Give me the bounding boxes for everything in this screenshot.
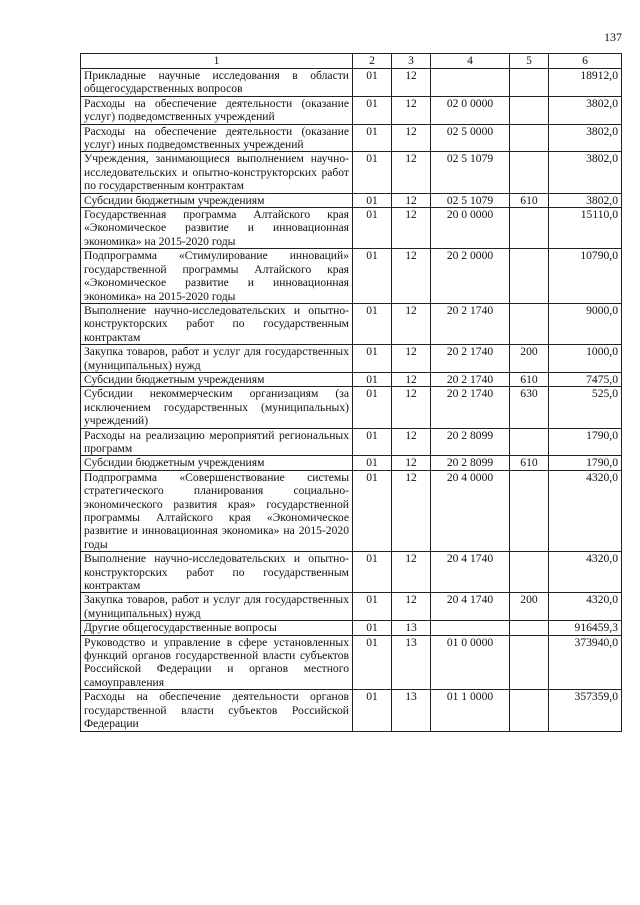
row-section-cell: 01 (353, 69, 392, 97)
row-section-cell: 01 (353, 96, 392, 124)
row-amount-cell: 1790,0 (549, 428, 622, 456)
page-number: 137 (604, 30, 622, 44)
row-expense-type-cell: 610 (510, 372, 549, 386)
table-row (81, 635, 622, 690)
row-amount-cell: 9000,0 (549, 303, 622, 344)
row-section-cell: 01 (353, 193, 392, 207)
column-header: 4 (431, 54, 510, 69)
row-amount-cell: 3802,0 (549, 193, 622, 207)
row-target-article-cell: 20 2 0000 (431, 249, 510, 304)
row-name-cell: Субсидии бюджетным учреждениям (81, 372, 353, 386)
table-row (81, 428, 622, 456)
row-expense-type-cell (510, 96, 549, 124)
row-section-cell: 01 (353, 593, 392, 621)
row-subsection-cell: 12 (392, 152, 431, 193)
row-subsection-cell: 12 (392, 470, 431, 551)
row-name-cell: Субсидии бюджетным учреждениям (81, 456, 353, 470)
row-section-cell: 01 (353, 621, 392, 635)
row-amount-cell: 916459,3 (549, 621, 622, 635)
row-target-article-cell: 20 4 0000 (431, 470, 510, 551)
row-subsection-cell: 12 (392, 249, 431, 304)
row-expense-type-cell (510, 152, 549, 193)
row-expense-type-cell (510, 621, 549, 635)
row-target-article-cell: 20 4 1740 (431, 593, 510, 621)
row-amount-cell: 3802,0 (549, 124, 622, 152)
row-target-article-cell: 20 0 0000 (431, 208, 510, 249)
row-name-cell: Руководство и управление в сфере установленных функций органов государственной власти субъектов Российской Федерации и органов местного самоуправления (81, 635, 353, 690)
table-row (81, 303, 622, 344)
row-section-cell: 01 (353, 635, 392, 690)
row-name-cell: Учреждения, занимающиеся выполнением научно-исследовательских и опытно-конструкторских работ по государственным контрактам (81, 152, 353, 193)
row-subsection-cell: 13 (392, 635, 431, 690)
row-amount-cell: 7475,0 (549, 372, 622, 386)
row-section-cell: 01 (353, 456, 392, 470)
row-section-cell: 01 (353, 208, 392, 249)
row-target-article-cell: 20 4 1740 (431, 552, 510, 593)
table-row (81, 372, 622, 386)
row-expense-type-cell: 630 (510, 387, 549, 428)
table-row (81, 387, 622, 428)
row-section-cell: 01 (353, 387, 392, 428)
row-section-cell: 01 (353, 428, 392, 456)
row-amount-cell: 525,0 (549, 387, 622, 428)
row-name-cell: Государственная программа Алтайского края «Экономическое развитие и инновационная экономика» на 2015-2020 годы (81, 208, 353, 249)
row-expense-type-cell (510, 470, 549, 551)
row-section-cell: 01 (353, 249, 392, 304)
row-subsection-cell: 12 (392, 193, 431, 207)
row-amount-cell: 4320,0 (549, 552, 622, 593)
row-name-cell: Выполнение научно-исследовательских и опытно-конструкторских работ по государственным контрактам (81, 552, 353, 593)
column-header: 6 (549, 54, 622, 69)
row-amount-cell: 15110,0 (549, 208, 622, 249)
table-row (81, 152, 622, 193)
row-section-cell: 01 (353, 372, 392, 386)
row-subsection-cell: 12 (392, 372, 431, 386)
row-name-cell: Расходы на обеспечение деятельности органов государственной власти субъектов Российской Федерации (81, 690, 353, 731)
table-row (81, 470, 622, 551)
row-subsection-cell: 12 (392, 552, 431, 593)
row-name-cell: Субсидии некоммерческим организациям (за исключением государственных (муниципальных) учреждений) (81, 387, 353, 428)
row-name-cell: Расходы на обеспечение деятельности (оказание услуг) подведомственных учреждений (81, 96, 353, 124)
row-expense-type-cell (510, 69, 549, 97)
row-name-cell: Субсидии бюджетным учреждениям (81, 193, 353, 207)
row-section-cell: 01 (353, 690, 392, 731)
row-amount-cell: 10790,0 (549, 249, 622, 304)
column-header: 3 (392, 54, 431, 69)
row-amount-cell: 373940,0 (549, 635, 622, 690)
table-row (81, 621, 622, 635)
table-header-row (81, 54, 622, 69)
row-subsection-cell: 12 (392, 387, 431, 428)
row-subsection-cell: 12 (392, 345, 431, 373)
row-amount-cell: 4320,0 (549, 593, 622, 621)
table-row (81, 249, 622, 304)
table-row (81, 345, 622, 373)
table-body (81, 69, 622, 732)
row-section-cell: 01 (353, 552, 392, 593)
row-target-article-cell: 01 1 0000 (431, 690, 510, 731)
row-expense-type-cell (510, 303, 549, 344)
row-expense-type-cell (510, 552, 549, 593)
row-section-cell: 01 (353, 303, 392, 344)
row-expense-type-cell: 200 (510, 593, 549, 621)
row-expense-type-cell (510, 428, 549, 456)
row-expense-type-cell: 610 (510, 193, 549, 207)
row-section-cell: 01 (353, 470, 392, 551)
row-name-cell: Выполнение научно-исследовательских и опытно-конструкторских работ по государственным контрактам (81, 303, 353, 344)
row-subsection-cell: 13 (392, 690, 431, 731)
row-amount-cell: 4320,0 (549, 470, 622, 551)
row-target-article-cell: 02 5 1079 (431, 193, 510, 207)
column-header: 2 (353, 54, 392, 69)
row-subsection-cell: 12 (392, 208, 431, 249)
row-expense-type-cell (510, 690, 549, 731)
row-amount-cell: 1790,0 (549, 456, 622, 470)
row-section-cell: 01 (353, 124, 392, 152)
row-amount-cell: 3802,0 (549, 96, 622, 124)
row-subsection-cell: 12 (392, 428, 431, 456)
row-name-cell: Расходы на реализацию мероприятий региональных программ (81, 428, 353, 456)
row-amount-cell: 3802,0 (549, 152, 622, 193)
row-target-article-cell: 20 2 1740 (431, 387, 510, 428)
row-target-article-cell (431, 69, 510, 97)
row-subsection-cell: 12 (392, 593, 431, 621)
row-amount-cell: 1000,0 (549, 345, 622, 373)
row-subsection-cell: 12 (392, 69, 431, 97)
row-subsection-cell: 12 (392, 303, 431, 344)
row-expense-type-cell (510, 635, 549, 690)
table-row (81, 593, 622, 621)
row-subsection-cell: 12 (392, 456, 431, 470)
table-row (81, 69, 622, 97)
row-target-article-cell: 20 2 8099 (431, 456, 510, 470)
column-header: 5 (510, 54, 549, 69)
row-name-cell: Закупка товаров, работ и услуг для государственных (муниципальных) нужд (81, 345, 353, 373)
row-expense-type-cell (510, 249, 549, 304)
table-row (81, 193, 622, 207)
table-row (81, 456, 622, 470)
row-target-article-cell: 20 2 1740 (431, 372, 510, 386)
column-header: 1 (81, 54, 353, 69)
row-name-cell: Прикладные научные исследования в области общегосударственных вопросов (81, 69, 353, 97)
row-subsection-cell: 12 (392, 124, 431, 152)
row-target-article-cell: 20 2 8099 (431, 428, 510, 456)
table-row (81, 552, 622, 593)
row-expense-type-cell (510, 208, 549, 249)
row-section-cell: 01 (353, 152, 392, 193)
row-name-cell: Расходы на обеспечение деятельности (оказание услуг) иных подведомственных учреждений (81, 124, 353, 152)
table-row (81, 208, 622, 249)
row-subsection-cell: 13 (392, 621, 431, 635)
row-expense-type-cell (510, 124, 549, 152)
table-row (81, 690, 622, 731)
row-target-article-cell: 20 2 1740 (431, 303, 510, 344)
row-name-cell: Подпрограмма «Стимулирование инноваций» государственной программы Алтайского края «Экономическое развитие и инновационная экономика» на 2015-2020 годы (81, 249, 353, 304)
row-expense-type-cell: 200 (510, 345, 549, 373)
row-target-article-cell: 02 0 0000 (431, 96, 510, 124)
row-amount-cell: 357359,0 (549, 690, 622, 731)
row-target-article-cell: 02 5 0000 (431, 124, 510, 152)
row-name-cell: Другие общегосударственные вопросы (81, 621, 353, 635)
row-subsection-cell: 12 (392, 96, 431, 124)
row-section-cell: 01 (353, 345, 392, 373)
row-target-article-cell: 20 2 1740 (431, 345, 510, 373)
budget-table (80, 53, 622, 732)
table-row (81, 124, 622, 152)
row-target-article-cell (431, 621, 510, 635)
row-name-cell: Подпрограмма «Совершенствование системы стратегического планирования социально-экономического развития края» государственной программы Алтайского края «Экономическое развитие и инновационная экономика» на 2015-2020 годы (81, 470, 353, 551)
row-amount-cell: 18912,0 (549, 69, 622, 97)
row-target-article-cell: 01 0 0000 (431, 635, 510, 690)
row-target-article-cell: 02 5 1079 (431, 152, 510, 193)
row-expense-type-cell: 610 (510, 456, 549, 470)
table-row (81, 96, 622, 124)
row-name-cell: Закупка товаров, работ и услуг для государственных (муниципальных) нужд (81, 593, 353, 621)
